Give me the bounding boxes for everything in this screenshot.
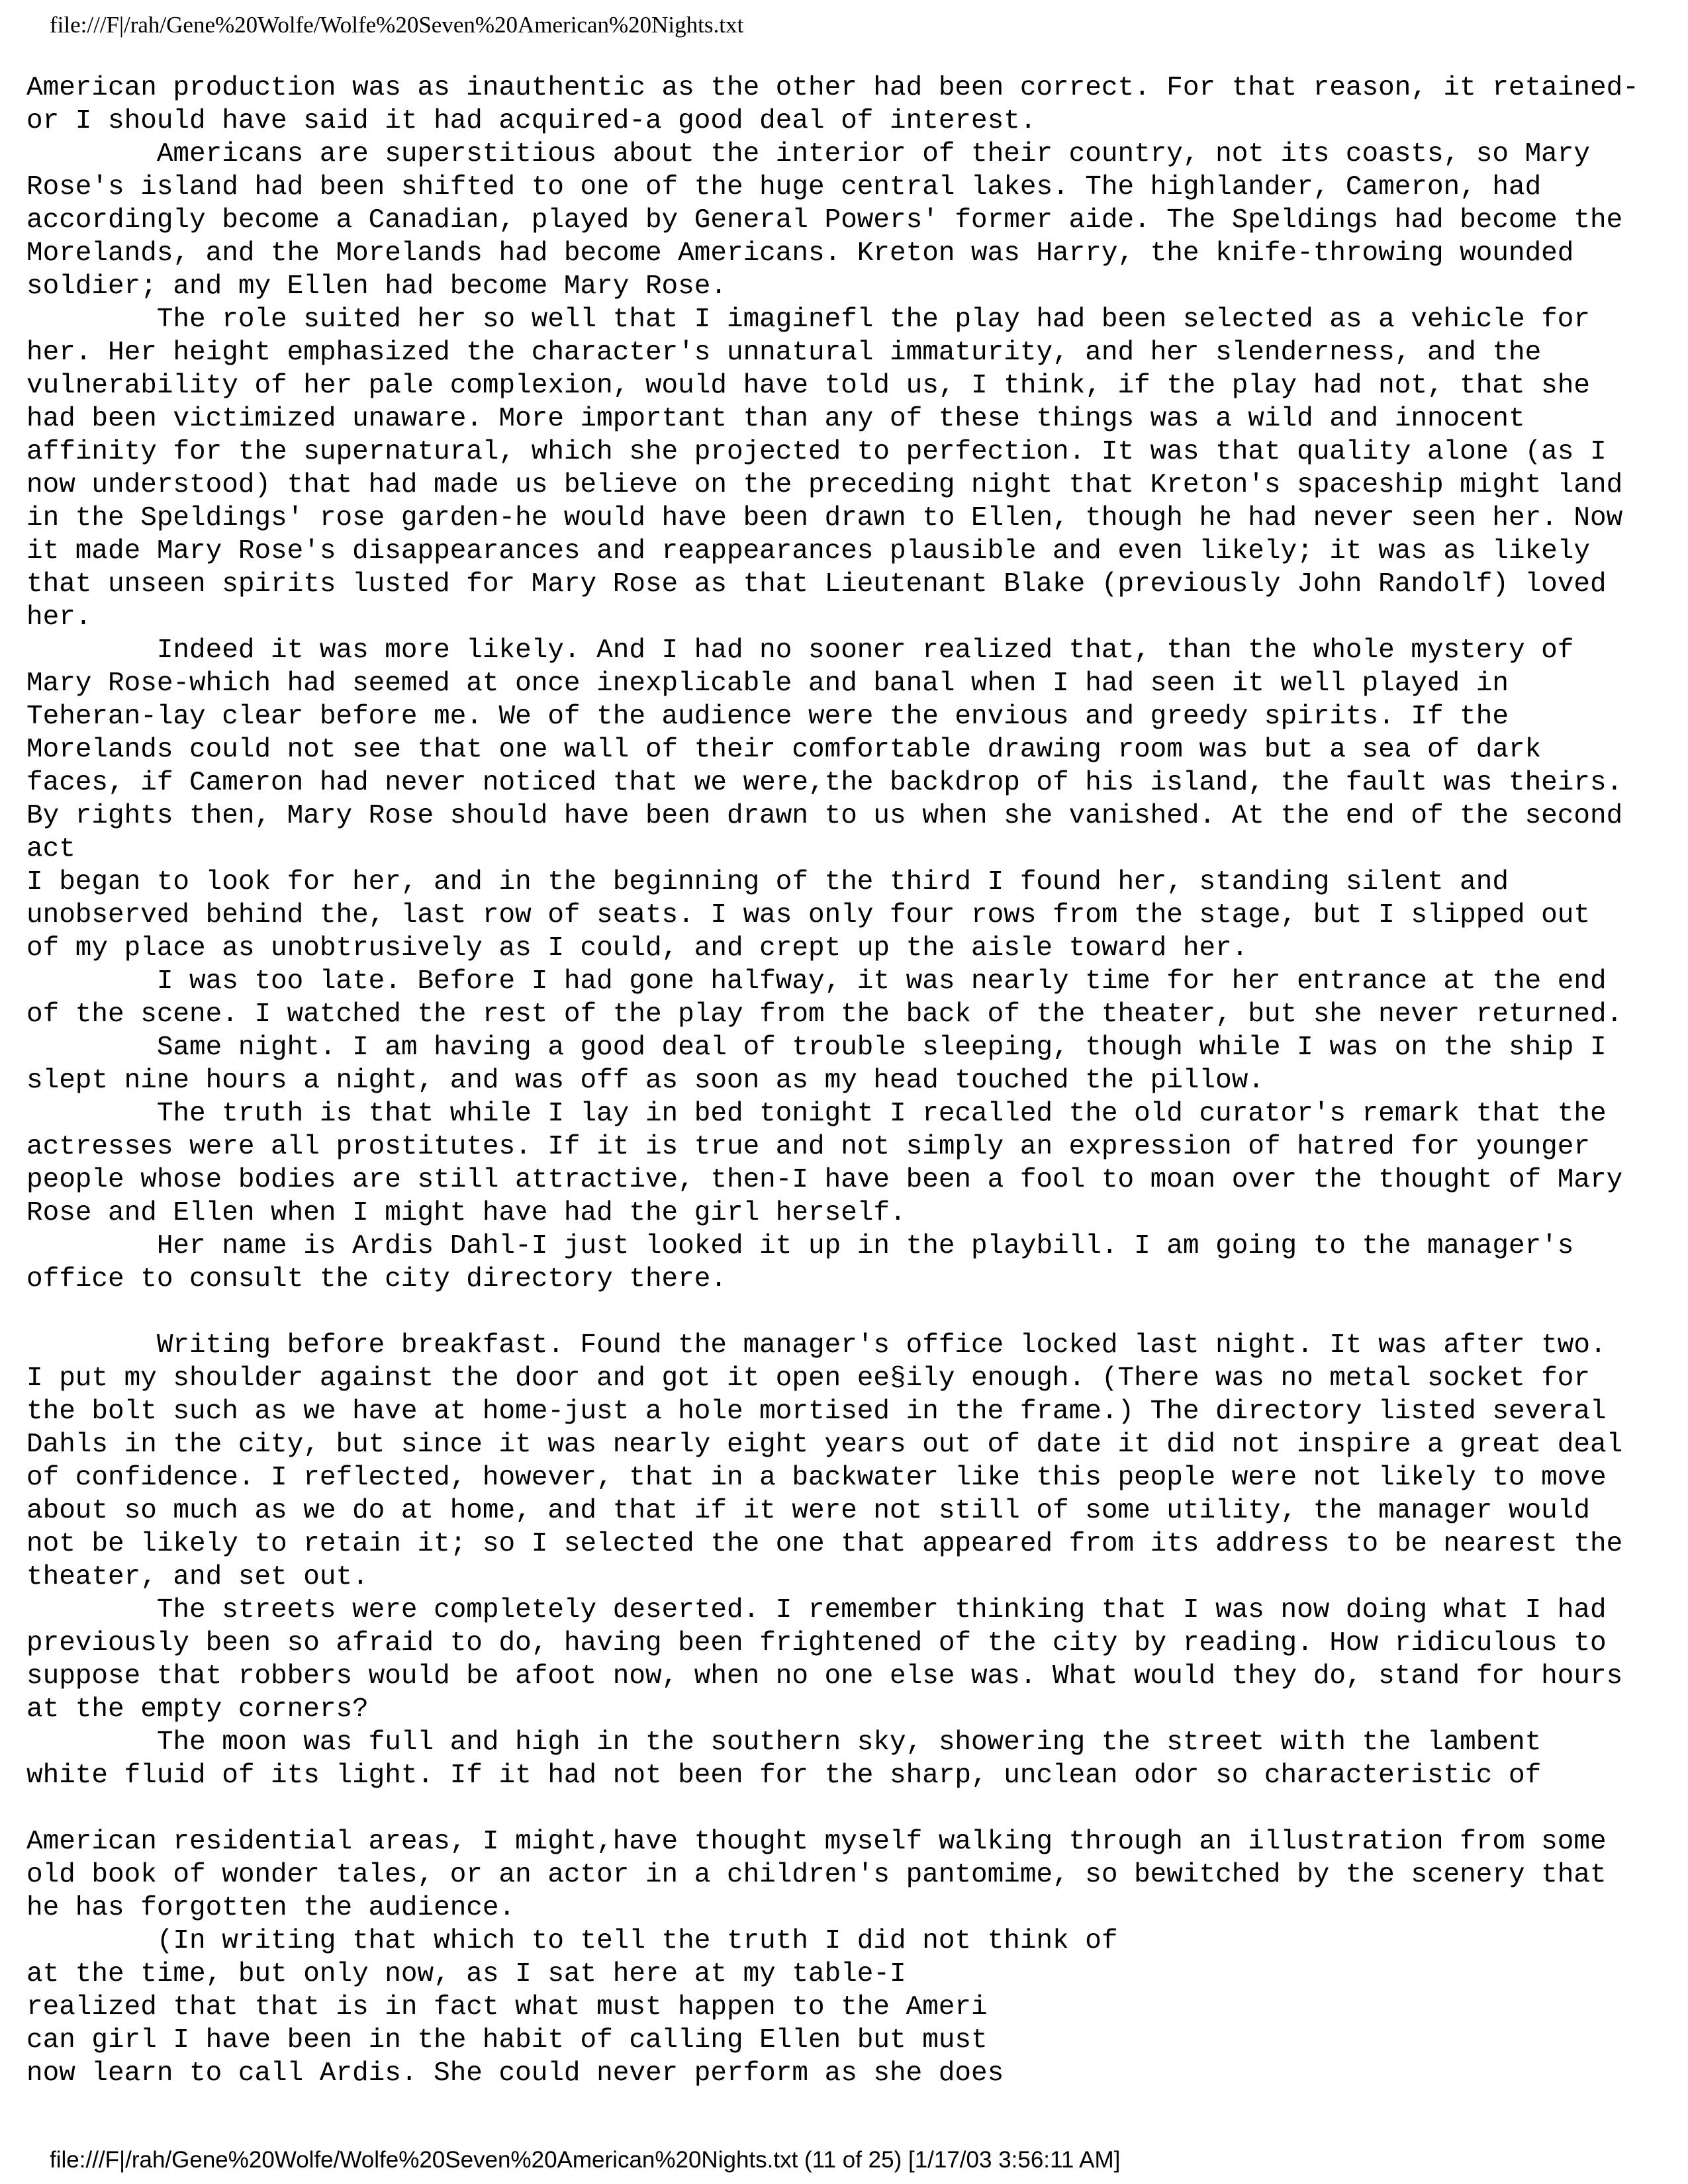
text-line: American residential areas, I might,have thought myself walking through an illustration from some <box>26 1827 1607 1857</box>
text-line: Morelands, and the Morelands had become Americans. Kreton was Harry, the knife-throwing wounded <box>26 238 1574 269</box>
text-line: of confidence. I reflected, however, that in a backwater like this people were not likely to move <box>26 1463 1607 1493</box>
text-line: The role suited her so well that I imaginefl the play had been selected as a vehicle for <box>26 304 1590 335</box>
text-line: Her name is Ardis Dahl-I just looked it up in the playbill. I am going to the manager's <box>26 1231 1574 1261</box>
text-line: vulnerability of her pale complexion, would have told us, I think, if the play had not, that she <box>26 371 1590 401</box>
text-line: slept nine hours a night, and was off as soon as my head touched the pillow. <box>26 1066 1264 1096</box>
text-line: I put my shoulder against the door and got it open ee§ily enough. (There was no metal socket for <box>26 1363 1590 1394</box>
page-footer: file:///F|/rah/Gene%20Wolfe/Wolfe%20Seven%20American%20Nights.txt (11 of 25) [1/17/03 3:56:11 AM] <box>50 2147 1121 2173</box>
text-line: or I should have said it had acquired-a good deal of interest. <box>26 106 1037 136</box>
text-line: actresses were all prostitutes. If it is true and not simply an expression of hatred for younger <box>26 1132 1590 1162</box>
text-line: I began to look for her, and in the beginning of the third I found her, standing silent and <box>26 867 1509 897</box>
text-line: Rose's island had been shifted to one of the huge central lakes. The highlander, Cameron, had <box>26 172 1542 203</box>
text-line: now learn to call Ardis. She could never perform as she does <box>26 2058 1004 2089</box>
text-line: By rights then, Mary Rose should have been drawn to us when she vanished. At the end of the second <box>26 801 1623 831</box>
text-line: Writing before breakfast. Found the manager's office locked last night. It was after two. <box>26 1330 1607 1361</box>
text-line: he has forgotten the audience. <box>26 1893 516 1923</box>
text-line: had been victimized unaware. More important than any of these things was a wild and innocent <box>26 404 1525 434</box>
text-line: Americans are superstitious about the interior of their country, not its coasts, so Mary <box>26 139 1590 169</box>
page-header-url: file:///F|/rah/Gene%20Wolfe/Wolfe%20Seven%20American%20Nights.txt <box>50 12 744 38</box>
text-line: the bolt such as we have at home-just a hole mortised in the frame.) The directory listed several <box>26 1396 1607 1427</box>
text-line: American production was as inauthentic as the other had been correct. For that reason, it retained- <box>26 73 1639 103</box>
text-line: The streets were completely deserted. I remember thinking that I was now doing what I had <box>26 1595 1607 1625</box>
text-line: act <box>26 834 75 864</box>
text-line: Morelands could not see that one wall of their comfortable drawing room was but a sea of dark <box>26 735 1542 765</box>
text-line: unobserved behind the, last row of seats. I was only four rows from the stage, but I slipped out <box>26 900 1590 931</box>
text-line: can girl I have been in the habit of calling Ellen but must <box>26 2025 988 2056</box>
text-line: previously been so afraid to do, having been frightened of the city by reading. How ridiculous to <box>26 1628 1607 1659</box>
text-line: white fluid of its light. If it had not been for the sharp, unclean odor so characteristic of <box>26 1760 1542 1791</box>
text-line: (In writing that which to tell the truth I did not think of <box>26 1926 1118 1956</box>
text-line: of my place as unobtrusively as I could, and crept up the aisle toward her. <box>26 933 1248 964</box>
text-line: Same night. I am having a good deal of trouble sleeping, though while I was on the ship I <box>26 1032 1607 1063</box>
text-line: affinity for the supernatural, which she projected to perfection. It was that quality alone (as I <box>26 437 1607 467</box>
text-line: suppose that robbers would be afoot now, when no one else was. What would they do, stand for hours <box>26 1661 1623 1692</box>
text-line <box>26 1792 1668 1825</box>
text-line: The truth is that while I lay in bed tonight I recalled the old curator's remark that the <box>26 1099 1607 1129</box>
text-line: Dahls in the city, but since it was nearly eight years out of date it did not inspire a great deal <box>26 1430 1623 1460</box>
text-line: accordingly become a Canadian, played by General Powers' former aide. The Speldings had become the <box>26 205 1623 236</box>
text-line: about so much as we do at home, and that if it were not still of some utility, the manager would <box>26 1496 1590 1526</box>
document-body <box>26 71 1668 2090</box>
text-line: soldier; and my Ellen had become Mary Rose. <box>26 271 727 302</box>
text-line: of the scene. I watched the rest of the play from the back of the theater, but she never returned. <box>26 999 1623 1030</box>
text-line: faces, if Cameron had never noticed that we were,the backdrop of his island, the fault was theirs. <box>26 768 1623 798</box>
text-line: people whose bodies are still attractive, then-I have been a fool to moan over the thought of Mary <box>26 1165 1623 1195</box>
text-line: now understood) that had made us believe on the preceding night that Kreton's spaceship might land <box>26 470 1623 500</box>
text-line: at the empty corners? <box>26 1694 369 1725</box>
text-line: Teheran-lay clear before me. We of the audience were the envious and greedy spirits. If the <box>26 702 1509 732</box>
text-line: Rose and Ellen when I might have had the girl herself. <box>26 1198 906 1228</box>
text-line: Mary Rose-which had seemed at once inexplicable and banal when I had seen it well played in <box>26 668 1509 699</box>
text-line: not be likely to retain it; so I selected the one that appeared from its address to be nearest the <box>26 1529 1623 1559</box>
text-line <box>26 1296 1668 1329</box>
text-line: I was too late. Before I had gone halfway, it was nearly time for her entrance at the end <box>26 966 1607 997</box>
text-line: her. Her height emphasized the character's unnatural immaturity, and her slenderness, and the <box>26 338 1542 368</box>
text-line: that unseen spirits lusted for Mary Rose as that Lieutenant Blake (previously John Randolf) loved <box>26 569 1607 600</box>
text-line: office to consult the city directory there. <box>26 1264 727 1295</box>
text-line: Indeed it was more likely. And I had no sooner realized that, than the whole mystery of <box>26 635 1574 666</box>
text-line: realized that that is in fact what must happen to the Ameri <box>26 1992 988 2023</box>
text-line: theater, and set out. <box>26 1562 369 1592</box>
text-line: The moon was full and high in the southern sky, showering the street with the lambent <box>26 1727 1542 1758</box>
text-line: old book of wonder tales, or an actor in a children's pantomime, so bewitched by the scenery that <box>26 1860 1607 1890</box>
text-line: in the Speldings' rose garden-he would have been drawn to Ellen, though he had never seen her. Now <box>26 503 1623 533</box>
text-line: her. <box>26 602 92 633</box>
text-line: it made Mary Rose's disappearances and reappearances plausible and even likely; it was as likely <box>26 536 1590 567</box>
text-line: at the time, but only now, as I sat here at my table-I <box>26 1959 906 1989</box>
